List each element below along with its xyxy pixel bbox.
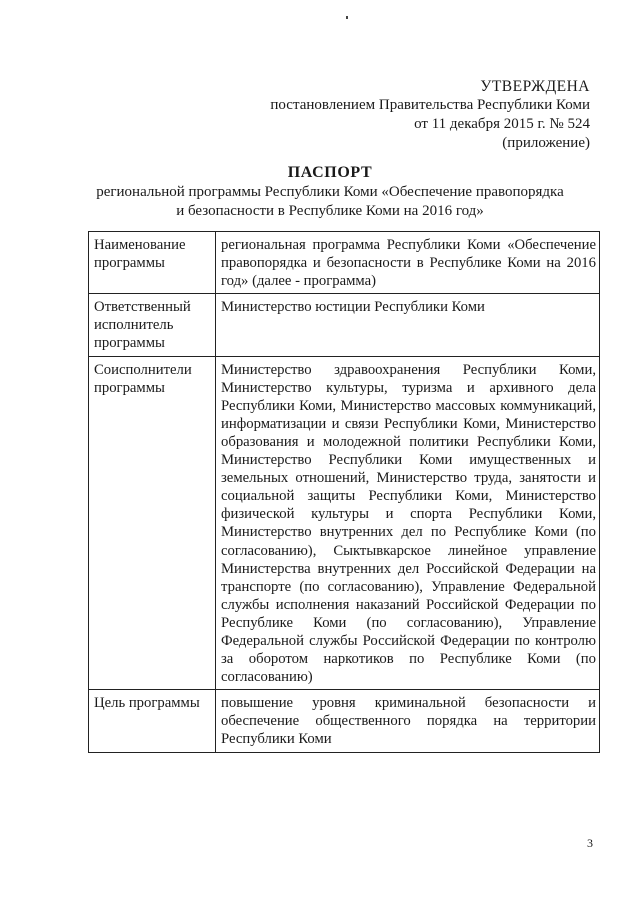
row-value: повышение уровня криминальной безопасности и обеспечение общественного порядка на территории Республики Коми: [216, 690, 600, 752]
scan-speck: [346, 16, 348, 19]
row-value: Министерство юстиции Республики Коми: [216, 294, 600, 356]
document-title: [60, 163, 600, 221]
title-heading: ПАСПОРТ: [287, 164, 373, 181]
approval-block: [270, 77, 590, 153]
approval-appendix: (приложение): [502, 135, 590, 151]
table-row-co-executors: [89, 356, 600, 690]
row-label: Соисполнители программы: [89, 356, 216, 690]
row-label: Цель программы: [89, 690, 216, 752]
row-label: Наименование программы: [89, 232, 216, 294]
row-label: Ответственный исполнитель программы: [89, 294, 216, 356]
passport-table: [88, 231, 600, 753]
row-value: региональная программа Республики Коми «Обеспечение правопорядка и безопасности в Республике Коми на 2016 год» (далее - программа): [216, 232, 600, 294]
approval-resolution: постановлением Правительства Республики Коми: [270, 97, 590, 113]
row-value: Министерство здравоохранения Республики Коми, Министерство культуры, туризма и архивного дела Республики Коми, Министерство массовых коммуникаций, информатизации и связи Республики Коми, Министерство образования и молодежной политики Республики Коми, Министерство Республики Коми имущественных и земельных отношений, Министерство труда, занятости и социальной защиты Республики Коми, Министерство физической культуры и спорта Республики Коми, Министерство внутренних дел по Республике Коми (по согласованию), Сыктывкарское линейное управление Министерства внутренних дел Российской Федерации на транспорте (по согласованию), Управление Федеральной службы исполнения наказаний Российской Федерации по Республике Коми (по согласованию), Управление Федеральной службы Российской Федерации по контролю за оборотом наркотиков по Республике Коми (по согласованию): [216, 356, 600, 690]
title-line-2: и безопасности в Республике Коми на 2016 год»: [176, 203, 484, 219]
table-row-responsible-executor: [89, 294, 600, 356]
page-number: 3: [587, 836, 593, 850]
approval-status: УТВЕРЖДЕНА: [480, 78, 590, 95]
title-line-1: региональной программы Республики Коми «Обеспечение правопорядка: [96, 184, 564, 200]
table-row-program-goal: [89, 690, 600, 752]
approval-date-number: от 11 декабря 2015 г. № 524: [414, 116, 590, 132]
table-row-program-name: [89, 232, 600, 294]
